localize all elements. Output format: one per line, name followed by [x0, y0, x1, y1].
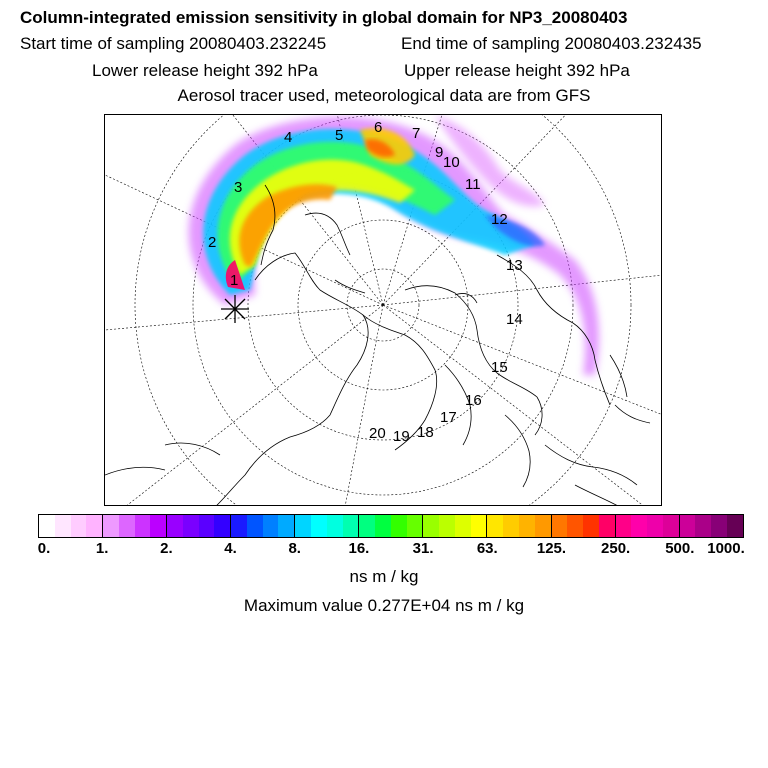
colorbar-tick-label: 4.	[224, 540, 237, 557]
colorbar-swatch	[391, 515, 407, 537]
colorbar-tick-label: 8.	[288, 540, 301, 557]
day-label-1: 1	[230, 272, 239, 289]
lower-release-height: Lower release height 392 hPa	[92, 61, 318, 80]
colorbar-swatch	[295, 515, 311, 537]
colorbar-swatch	[487, 515, 503, 537]
colorbar-swatch	[552, 515, 568, 537]
colorbar-swatch	[583, 515, 599, 537]
sensitivity-plume	[189, 115, 599, 375]
day-label-4: 4	[284, 129, 293, 146]
colorbar-swatch	[71, 515, 87, 537]
plot-title: Column-integrated emission sensitivity in global domain for NP3_20080403	[20, 8, 628, 27]
colorbar-tick-label: 31.	[412, 540, 434, 557]
colorbar-unit: ns m / kg	[349, 567, 419, 586]
colorbar-swatch	[727, 515, 743, 537]
day-label-14: 14	[506, 311, 523, 328]
day-label-10: 10	[443, 154, 460, 171]
tracer-info: Aerosol tracer used, meteorological data are from GFS	[177, 86, 591, 105]
map-canvas	[105, 115, 662, 506]
colorbar-swatch	[183, 515, 199, 537]
colorbar-swatch	[599, 515, 616, 537]
colorbar-tick-label: 125.	[536, 540, 567, 557]
colorbar	[38, 514, 744, 538]
colorbar-swatch	[119, 515, 135, 537]
colorbar-swatch	[167, 515, 183, 537]
colorbar-tick-label: 16.	[348, 540, 370, 557]
colorbar-swatch	[631, 515, 647, 537]
day-label-6: 6	[374, 119, 383, 136]
colorbar-swatch	[535, 515, 552, 537]
day-label-13: 13	[506, 257, 523, 274]
colorbar-swatch	[519, 515, 535, 537]
colorbar-swatch	[55, 515, 71, 537]
upper-release-height: Upper release height 392 hPa	[404, 61, 630, 80]
day-label-7: 7	[412, 125, 421, 142]
day-label-18: 18	[417, 424, 434, 441]
colorbar-swatch	[231, 515, 247, 537]
colorbar-swatch	[695, 515, 711, 537]
colorbar-swatch	[343, 515, 360, 537]
colorbar-swatch	[503, 515, 519, 537]
colorbar-swatch	[247, 515, 263, 537]
colorbar-swatch	[278, 515, 295, 537]
end-time: End time of sampling 20080403.232435	[401, 34, 702, 53]
colorbar-swatch	[327, 515, 343, 537]
start-time: Start time of sampling 20080403.232245	[20, 34, 327, 53]
day-label-12: 12	[491, 211, 508, 228]
colorbar-swatch	[214, 515, 231, 537]
colorbar-tick-label: 1.	[95, 540, 109, 557]
colorbar-swatch	[135, 515, 151, 537]
day-label-2: 2	[208, 234, 217, 251]
colorbar-tick-label: 0.	[37, 540, 51, 557]
colorbar-swatch	[407, 515, 424, 537]
colorbar-swatch	[711, 515, 727, 537]
colorbar-swatch	[455, 515, 471, 537]
colorbar-swatch	[680, 515, 696, 537]
maximum-value: Maximum value 0.277E+04 ns m / kg	[243, 596, 525, 615]
colorbar-swatch	[439, 515, 455, 537]
colorbar-swatch	[311, 515, 327, 537]
day-label-15: 15	[491, 359, 508, 376]
day-label-16: 16	[465, 392, 482, 409]
day-label-20: 20	[369, 425, 386, 442]
day-label-9: 9	[435, 144, 444, 161]
colorbar-swatch	[103, 515, 119, 537]
coastlines	[105, 185, 650, 506]
colorbar-swatch	[471, 515, 488, 537]
release-point-marker	[221, 295, 249, 323]
colorbar-swatch	[263, 515, 279, 537]
colorbar-tick-label: 500.	[665, 540, 695, 557]
colorbar-swatch	[647, 515, 663, 537]
colorbar-swatch	[359, 515, 375, 537]
day-label-19: 19	[393, 428, 410, 445]
day-label-17: 17	[440, 409, 457, 426]
day-label-3: 3	[234, 179, 243, 196]
colorbar-tick-label: 250.	[601, 540, 631, 557]
colorbar-swatch	[86, 515, 103, 537]
day-label-5: 5	[335, 127, 344, 144]
colorbar-tick-label: 2.	[160, 540, 173, 557]
colorbar-swatch	[567, 515, 583, 537]
colorbar-swatch	[39, 515, 55, 537]
colorbar-swatch	[663, 515, 680, 537]
colorbar-tick-label: 1000.	[707, 540, 745, 557]
day-label-11: 11	[465, 176, 481, 193]
colorbar-swatch	[199, 515, 215, 537]
colorbar-swatch	[423, 515, 439, 537]
colorbar-swatch	[150, 515, 167, 537]
polar-map	[104, 114, 662, 506]
colorbar-tick-label: 63.	[476, 540, 498, 557]
colorbar-swatch	[616, 515, 632, 537]
colorbar-swatch	[375, 515, 391, 537]
